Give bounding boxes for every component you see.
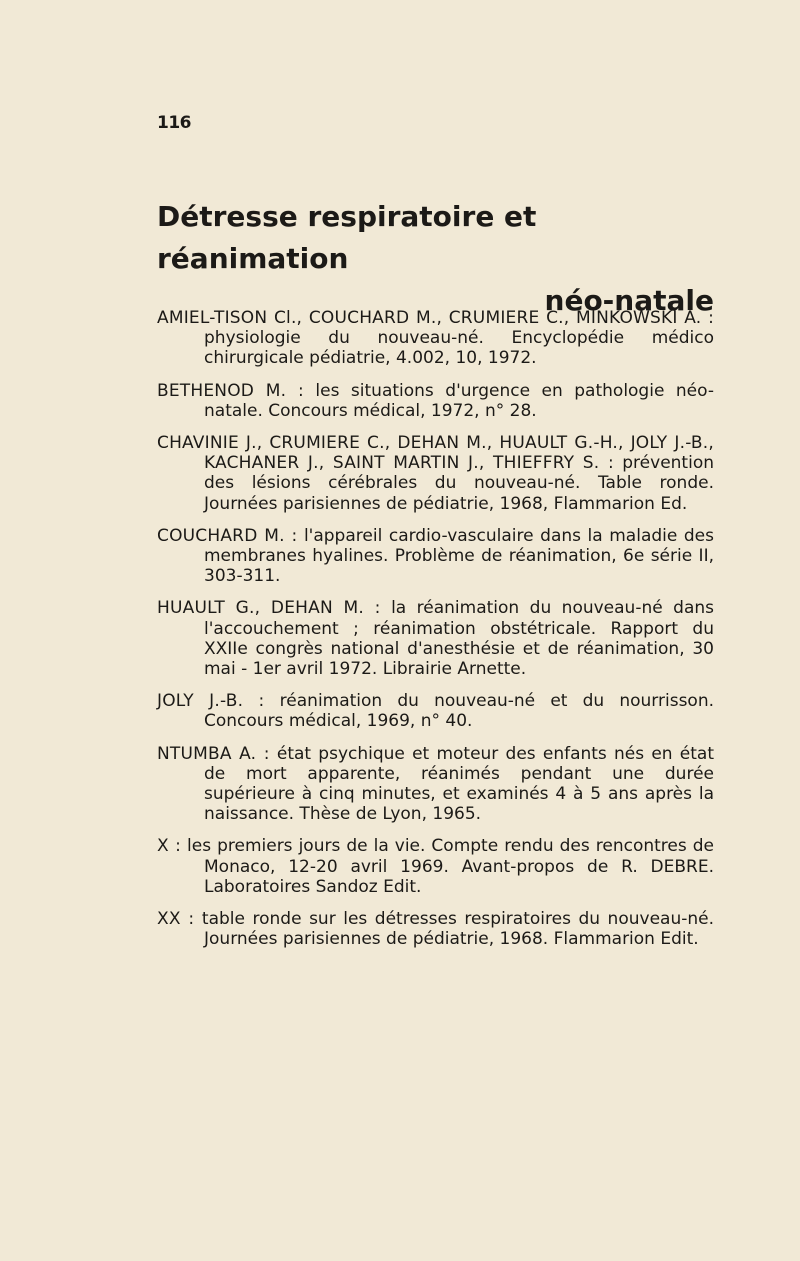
entry-text: physiologie du nouveau-né. Encyclopédie médico chirurgicale pédiatrie, 4.002, 10, 1972. xyxy=(204,328,714,369)
bibliography-entry xyxy=(157,744,714,825)
entry-text: les premiers jours de la vie. Compte rendu des rencontres de Monaco, 12-20 avril 1969. Avant-propos de R. DEBRE. Laboratoires Sandoz Edit. xyxy=(187,836,714,897)
entry-text: la réanimation du nouveau-né dans l'accouchement ; réanimation obstétricale. Rapport du XXIIe congrès national d'anesthésie et de réanimation, 30 mai - 1er avril 1972. Librairie Arnette. xyxy=(204,598,714,680)
page-number: 116 xyxy=(157,113,191,133)
entry-authors: JOLY J.-B. : xyxy=(157,691,265,712)
entry-text: état psychique et moteur des enfants nés en état de mort apparente, réanimés pendant une durée supérieure à cinq minutes, et examinés 4 à 5 ans après la naissance. Thèse de Lyon, 1965. xyxy=(204,743,714,825)
entry-text: l'appareil cardio-vasculaire dans la maladie des membranes hyalines. Problème de réanimation, 6e série II, 303-311. xyxy=(204,525,714,587)
bibliography-entry xyxy=(157,433,714,514)
bibliography-entry xyxy=(157,598,714,679)
bibliography-entry xyxy=(157,308,714,369)
entry-text: table ronde sur les détresses respiratoires du nouveau-né. Journées parisiennes de pédiatrie, 1968. Flammarion Edit. xyxy=(201,909,714,950)
bibliography-entry xyxy=(157,909,714,949)
entry-authors: X : xyxy=(157,836,181,857)
entry-text: les situations d'urgence en pathologie néo-natale. Concours médical, 1972, n° 28. xyxy=(204,380,714,421)
entry-authors: BETHENOD M. : xyxy=(157,380,304,401)
entry-text: réanimation du nouveau-né et du nourrisson. Concours médical, 1969, n° 40. xyxy=(204,691,714,732)
bibliography-list xyxy=(157,308,714,961)
entry-authors: COUCHARD M. : xyxy=(157,525,298,546)
entry-authors: AMIEL-TISON Cl., COUCHARD M., CRUMIERE C., MINKOWSKI A. : xyxy=(157,308,714,328)
bibliography-entry xyxy=(157,381,714,421)
bibliography-entry xyxy=(157,836,714,897)
bibliography-entry xyxy=(157,526,714,587)
entry-authors: NTUMBA A. : xyxy=(157,743,270,764)
bibliography-entry xyxy=(157,691,714,731)
entry-authors: CHAVINIE J., CRUMIERE C., DEHAN M., HUAULT G.-H., JOLY J.-B., KACHANER J., SAINT MARTIN J., THIEFFRY S. : xyxy=(157,433,714,474)
entry-authors: HUAULT G., DEHAN M. : xyxy=(157,598,381,619)
section-title xyxy=(157,196,714,322)
title-line-2: néo-natale xyxy=(544,284,714,317)
title-line-1: Détresse respiratoire et réanimation xyxy=(157,200,537,275)
entry-text: prévention des lésions cérébrales du nouveau-né. Table ronde. Journées parisiennes de pédiatrie, 1968, Flammarion Ed. xyxy=(204,453,714,514)
entry-authors: XX : xyxy=(157,909,195,930)
